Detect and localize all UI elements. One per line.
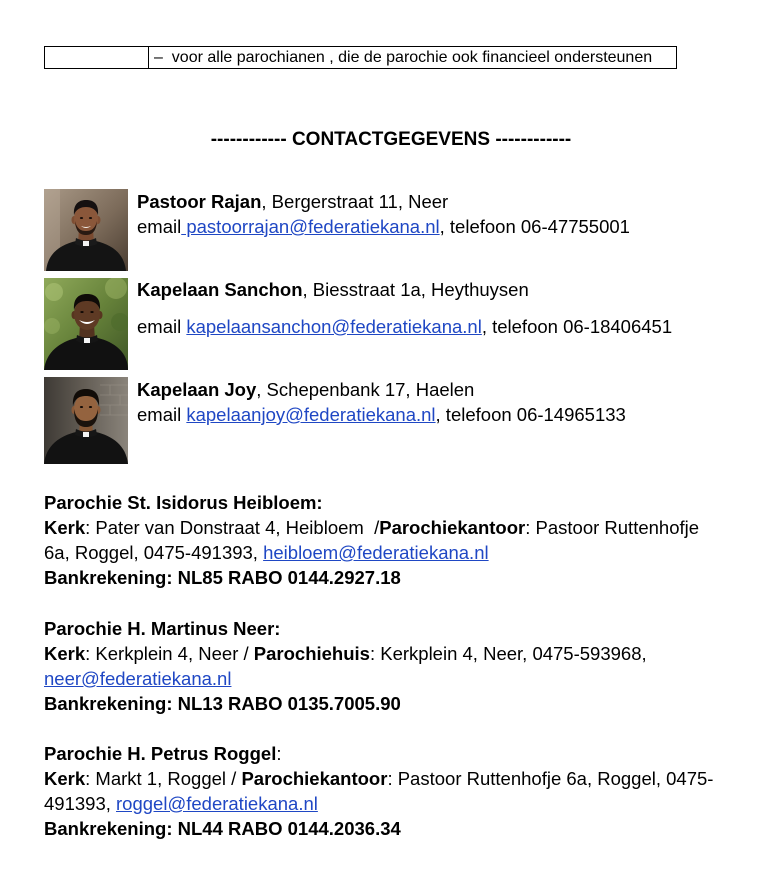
church-address: : Kerkplein 4, Neer /	[85, 643, 254, 664]
table-row	[44, 46, 677, 69]
church-label: Kerk	[44, 643, 86, 664]
clergy-name: Kapelaan Sanchon	[137, 279, 303, 300]
bank-account: Bankrekening: NL44 RABO 0144.2036.34	[44, 818, 401, 839]
phone-number: , telefoon 06-18406451	[481, 316, 673, 337]
parish-title-line	[44, 490, 744, 515]
church-label: Kerk	[44, 517, 86, 538]
church-address: : Markt 1, Roggel /	[85, 768, 242, 789]
office-address: : Kerkplein 4, Neer, 0475-593968,	[369, 643, 647, 664]
parish-contact-line	[44, 791, 744, 816]
section-heading: ------------ CONTACTGEGEVENS ------------	[210, 129, 572, 150]
clergy-name: Kapelaan Joy	[137, 379, 257, 400]
clergy-name-line	[137, 377, 474, 402]
parish-block-neer	[44, 616, 744, 716]
clergy-contact-line	[137, 402, 626, 427]
office-address-continued: 491393,	[44, 793, 117, 814]
email-link[interactable]: heibloem@federatiekana.nl	[263, 542, 489, 563]
clergy-address: , Biesstraat 1a, Heythuysen	[302, 279, 529, 300]
office-address: : Pastoor Ruttenhofje 6a, Roggel, 0475-	[387, 768, 714, 789]
parish-bank-line	[44, 565, 744, 590]
bank-account: Bankrekening: NL13 RABO 0135.7005.90	[44, 693, 401, 714]
email-link[interactable]: roggel@federatiekana.nl	[116, 793, 318, 814]
clergy-name-line	[137, 189, 448, 214]
email-link[interactable]: kapelaansanchon@federatiekana.nl	[186, 316, 482, 337]
parish-title: Parochie H. Petrus Roggel	[44, 743, 277, 764]
parish-address-line	[44, 766, 744, 791]
table-cell-note: – voor alle parochianen , die de parochie ook financieel ondersteunen	[154, 49, 653, 66]
parish-address-line	[44, 515, 744, 540]
bank-account: Bankrekening: NL85 RABO 0144.2927.18	[44, 567, 401, 588]
clergy-name-line	[137, 277, 529, 302]
office-address: : Pastoor Ruttenhofje	[525, 517, 700, 538]
clergy-name: Pastoor Rajan	[137, 191, 262, 212]
email-link[interactable]: kapelaanjoy@federatiekana.nl	[186, 404, 436, 425]
clergy-contact-line	[137, 314, 672, 339]
clergy-contact-line	[137, 214, 630, 239]
parish-bank-line	[44, 691, 744, 716]
parish-contact-line	[44, 666, 744, 691]
parish-title: Parochie H. Martinus Neer:	[44, 618, 281, 639]
email-link[interactable]: neer@federatiekana.nl	[44, 668, 232, 689]
portrait-photo-kapelaan-joy	[44, 377, 128, 464]
parish-title-line	[44, 616, 744, 641]
office-label: Parochiekantoor	[241, 768, 388, 789]
office-label: Parochiehuis	[253, 643, 370, 664]
email-label: email	[137, 404, 187, 425]
office-address-continued: 6a, Roggel, 0475-491393,	[44, 542, 264, 563]
clergy-address: , Bergerstraat 11, Neer	[261, 191, 449, 212]
email-label: email	[137, 316, 187, 337]
parish-block-roggel	[44, 741, 744, 841]
church-address: : Pater van Donstraat 4, Heibloem /	[85, 517, 380, 538]
table-cell-empty	[45, 47, 149, 68]
parish-address-line	[44, 641, 744, 666]
parish-title-line	[44, 741, 744, 766]
phone-number: , telefoon 06-47755001	[439, 216, 630, 237]
parish-bank-line	[44, 816, 744, 841]
clergy-address: , Schepenbank 17, Haelen	[256, 379, 475, 400]
portrait-photo-kapelaan-sanchon	[44, 278, 128, 370]
email-label: email	[137, 216, 182, 237]
phone-number: , telefoon 06-14965133	[435, 404, 626, 425]
portrait-photo-pastoor-rajan	[44, 189, 128, 271]
parish-block-heibloem	[44, 490, 744, 590]
email-link[interactable]: pastoorrajan@federatiekana.nl	[181, 216, 440, 237]
church-label: Kerk	[44, 768, 86, 789]
office-label: Parochiekantoor	[379, 517, 526, 538]
parish-title-suffix: :	[276, 743, 282, 764]
parish-title: Parochie St. Isidorus Heibloem:	[44, 492, 323, 513]
parish-contact-line	[44, 540, 744, 565]
